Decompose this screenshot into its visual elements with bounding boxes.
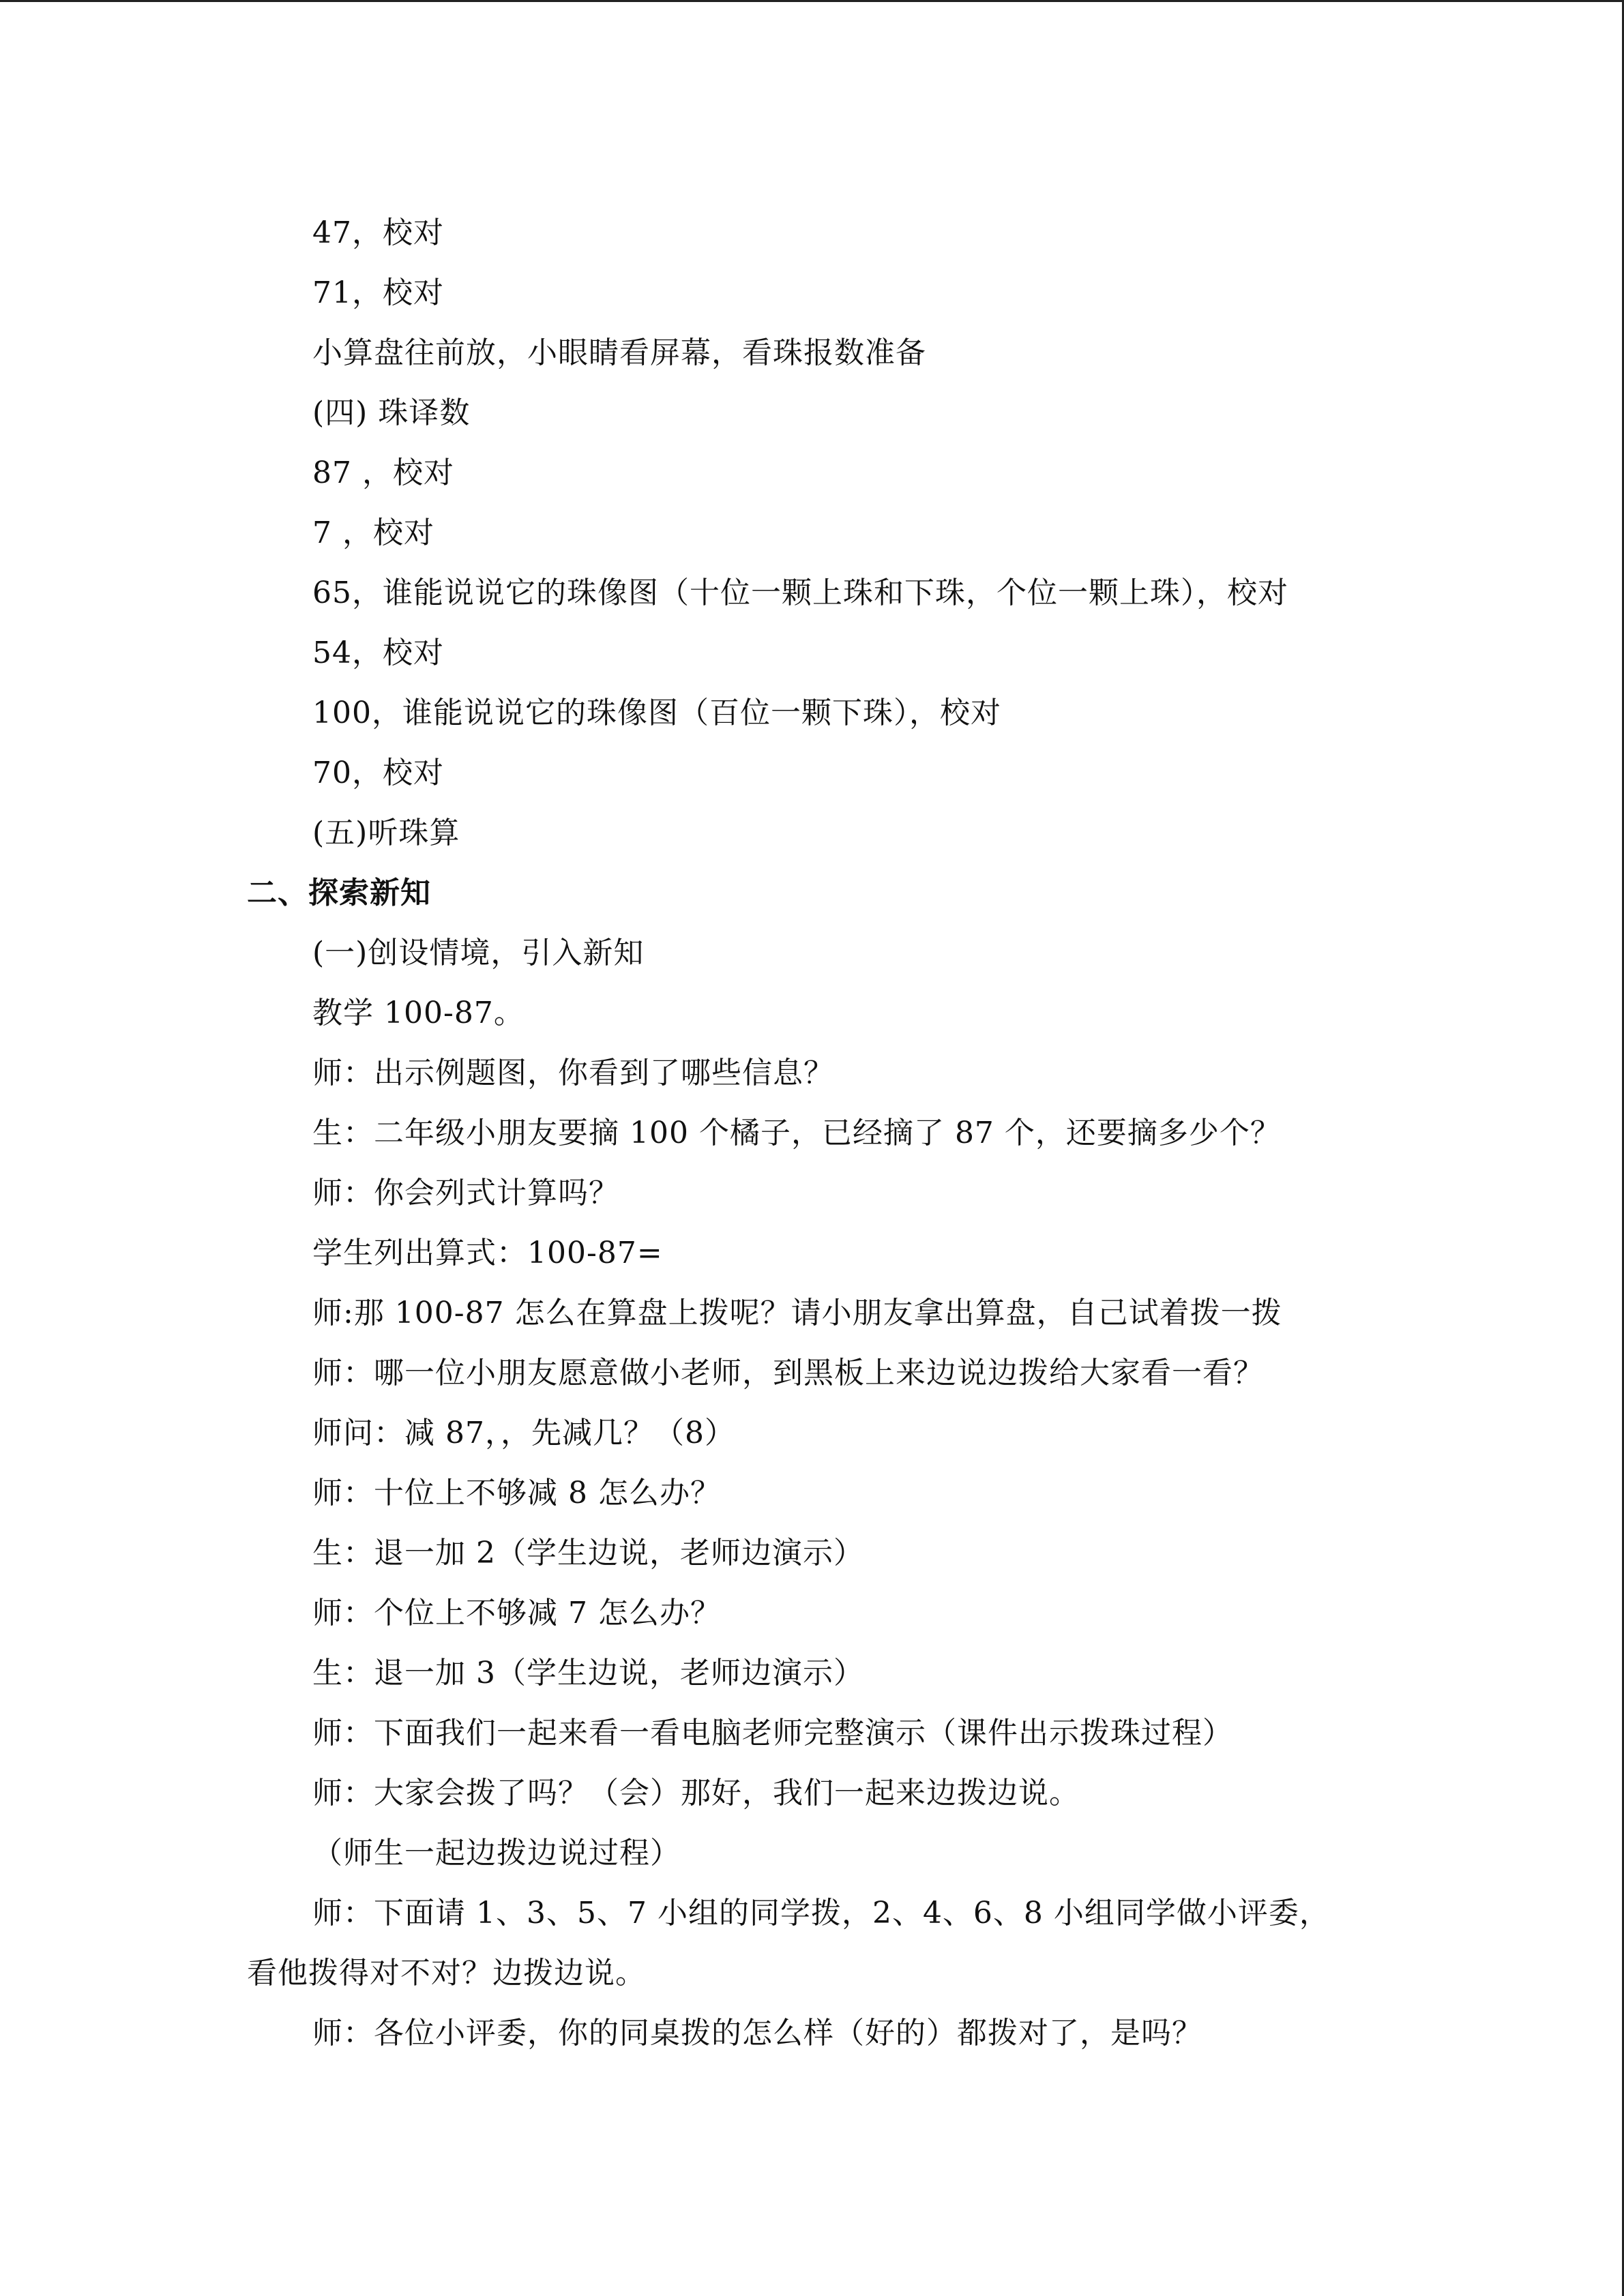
top-border bbox=[0, 0, 1624, 2]
dialogue-line: 师：下面我们一起来看一看电脑老师完整演示（课件出示拨珠过程） bbox=[312, 1716, 1233, 1750]
text-line: 87 ，校对 bbox=[312, 456, 454, 490]
dialogue-line: 师：个位上不够减 7 怎么办？ bbox=[312, 1596, 721, 1630]
dialogue-line: 师:那 100-87 怎么在算盘上拨呢？请小朋友拿出算盘，自己试着拨一拨 bbox=[312, 1296, 1282, 1330]
dialogue-line: 师：十位上不够减 8 怎么办？ bbox=[312, 1476, 721, 1510]
text-line: 65，谁能说说它的珠像图（十位一颗上珠和下珠，个位一颗上珠），校对 bbox=[312, 576, 1288, 610]
dialogue-line: 师：哪一位小朋友愿意做小老师，到黑板上来边说边拨给大家看一看？ bbox=[312, 1356, 1264, 1390]
dialogue-line: 生：退一加 2（学生边说，老师边演示） bbox=[312, 1536, 864, 1570]
text-line: 小算盘往前放，小眼睛看屏幕，看珠报数准备 bbox=[312, 336, 926, 370]
text-line: 70，校对 bbox=[312, 756, 444, 790]
dialogue-line: 师：大家会拨了吗？（会）那好，我们一起来边拨边说。 bbox=[312, 1776, 1080, 1810]
dialogue-line-continuation: 看他拨得对不对？边拨边说。 bbox=[247, 1956, 646, 1991]
text-line: 7 ，校对 bbox=[312, 516, 434, 550]
dialogue-line: 师：出示例题图，你看到了哪些信息？ bbox=[312, 1056, 834, 1090]
dialogue-line: 师问：减 87，，先减几？（8） bbox=[312, 1416, 735, 1450]
text-line: 100，谁能说说它的珠像图（百位一颗下珠），校对 bbox=[312, 696, 1001, 730]
section-subheading: (四) 珠译数 bbox=[312, 396, 471, 430]
dialogue-line: 生：退一加 3（学生边说，老师边演示） bbox=[312, 1656, 864, 1690]
dialogue-line: 师：下面请 1、3、5、7 小组的同学拨，2、4、6、8 小组同学做小评委， bbox=[312, 1896, 1330, 1930]
text-line: 54，校对 bbox=[312, 636, 444, 670]
dialogue-line: 生：二年级小朋友要摘 100 个橘子，已经摘了 87 个，还要摘多少个？ bbox=[312, 1116, 1281, 1150]
dialogue-line: （师生一起边拨边说过程） bbox=[312, 1836, 681, 1870]
dialogue-line: 师：各位小评委，你的同桌拨的怎么样（好的）都拨对了，是吗？ bbox=[312, 2016, 1202, 2051]
text-line: 71，校对 bbox=[312, 275, 444, 310]
section-subheading: (一)创设情境，引入新知 bbox=[312, 936, 645, 970]
dialogue-line: 学生列出算式：100-87= bbox=[312, 1236, 663, 1270]
section-subheading: (五)听珠算 bbox=[312, 816, 460, 850]
dialogue-line: 师：你会列式计算吗？ bbox=[312, 1176, 619, 1210]
text-line: 教学 100-87。 bbox=[312, 996, 525, 1030]
text-line: 47，校对 bbox=[312, 215, 444, 250]
section-heading: 二、探索新知 bbox=[247, 876, 431, 910]
